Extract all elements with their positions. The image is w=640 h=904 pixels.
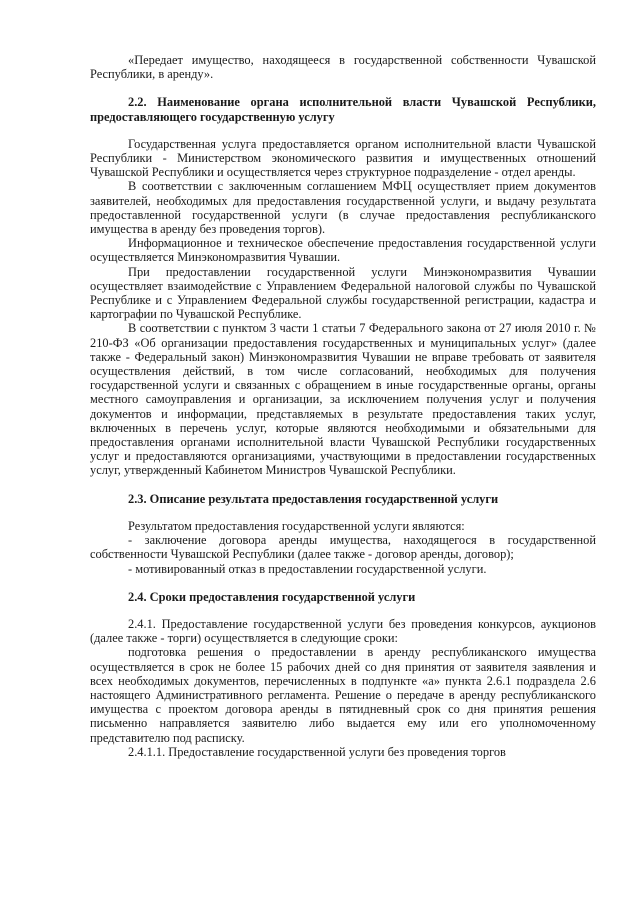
section-2-3-list-item: - заключение договора аренды имущества, находящегося в государственной собственности Чувашской Республики (далее также - договор аренды, договор); [90, 533, 596, 562]
section-2-3-heading: 2.3. Описание результата предоставления государственной услуги [128, 491, 499, 506]
section-2-4-paragraph: подготовка решения о предоставлении в аренду республиканского имущества осуществляется в срок не более 15 рабочих дней со дня принятия от заявителя заявления и всех необходимых документов, перечисленных в подпункте «а» пункта 2.6.1 подраздела 2.6 настоящего Административного регламента. Решение о передаче в аренду республиканского имущества с проектом договора аренды в пятидневный срок со дня принятия решения письменно направляется заявителю либо выдается ему или его уполномоченному представителю под расписку. [90, 645, 596, 745]
section-2-2-paragraph: Государственная услуга предоставляется органом исполнительной власти Чувашской Республики - Министерством экономического развития и имущественных отношений Чувашской Республики и осуществляется через структурное подразделение - отдел аренды. [90, 136, 596, 180]
document-page [90, 53, 596, 759]
section-2-4-paragraph: 2.4.1.1. Предоставление государственной услуги без проведения торгов [128, 744, 506, 759]
section-2-3-list-item: - мотивированный отказ в предоставлении государственной услуги. [128, 561, 487, 576]
section-2-3-paragraph: Результатом предоставления государственной услуги являются: [128, 518, 465, 533]
section-2-2-paragraph: При предоставлении государственной услуги Минэкономразвития Чувашии осуществляет взаимодействие с Управлением Федеральной налоговой службы по Чувашской Республике и с Управлением Федеральной службы государственной регистрации, кадастра и картографии по Чувашской Республике. [90, 264, 596, 322]
section-2-2-paragraph: Информационное и техническое обеспечение предоставления государственной услуги осуществляется Минэкономразвития Чувашии. [90, 236, 596, 265]
section-2-4-paragraph: 2.4.1. Предоставление государственной услуги без проведения конкурсов, аукционов (далее также - торги) осуществляется в следующие сроки: [90, 616, 596, 646]
section-2-2-paragraph: В соответствии с заключенным соглашением МФЦ осуществляет прием документов заявителей, необходимых для предоставления государственной услуги, и выдачу результата предоставленной государственной услуги (в случае предоставления республиканского имущества в аренду без проведения торгов). [90, 179, 596, 237]
intro-paragraph: «Передает имущество, находящееся в государственной собственности Чувашской Республики, в аренду». [90, 53, 596, 82]
section-2-2-heading: 2.2. Наименование органа исполнительной власти Чувашской Республики, предоставляющего государственную услугу [90, 95, 596, 124]
section-2-4-heading: 2.4. Сроки предоставления государственной услуги [128, 589, 416, 604]
section-2-2-paragraph: В соответствии с пунктом 3 части 1 статьи 7 Федерального закона от 27 июля 2010 г. № 210-ФЗ «Об организации предоставления государственных и муниципальных услуг» (далее также - Федеральный закон) Минэкономразвития Чувашии не вправе требовать от заявителя осуществления действий, в том числе согласований, необходимых для получения государственной услуги и связанных с обращением в иные государственные органы, органы местного самоуправления и организации, за исключением получения услуг и получения документов и информации, представляемых в результате предоставления таких услуг, включенных в перечень услуг, которые являются необходимыми и обязательными для предоставления органами исполнительной власти Чувашской Республики государственных услуг и предоставляются организациями, участвующими в предоставлении государственных услуг, утвержденный Кабинетом Министров Чувашской Республики. [90, 321, 596, 478]
